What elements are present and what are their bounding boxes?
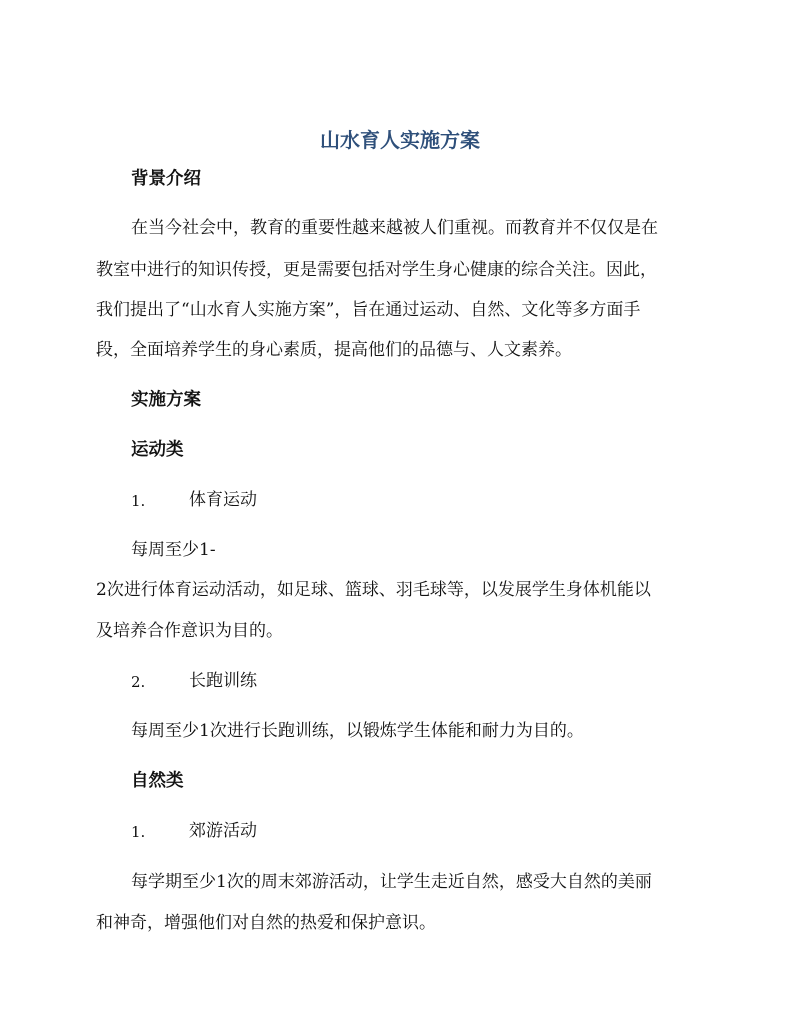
heading-sports: 运动类	[131, 440, 184, 460]
paragraph-line: 每周至少1-	[131, 540, 216, 560]
paragraph-line: 教室中进行的知识传授，更是需要包括对学生身心健康的综合关注。因此，	[96, 260, 657, 280]
paragraph-line: 段，全面培养学生的身心素质，提高他们的品德与、人文素养。	[96, 340, 572, 360]
heading-nature: 自然类	[131, 771, 184, 791]
list-item-title: 体育运动	[189, 490, 257, 510]
paragraph-line: 我们提出了“山水育人实施方案”，旨在通过运动、自然、文化等多方面手	[96, 300, 641, 320]
paragraph-line: 和神奇，增强他们对自然的热爱和保护意识。	[96, 913, 436, 933]
list-item-title: 郊游活动	[189, 821, 257, 841]
document-title: 山水育人实施方案	[320, 128, 480, 152]
list-item-title: 长跑训练	[189, 671, 257, 691]
paragraph-line: 及培养合作意识为目的。	[96, 621, 283, 641]
paragraph-line: 每周至少1次进行长跑训练，以锻炼学生体能和耐力为目的。	[131, 721, 584, 741]
list-number: 2.	[131, 673, 146, 691]
list-number: 1.	[131, 492, 146, 510]
paragraph-line: 每学期至少1次的周末郊游活动，让学生走近自然，感受大自然的美丽	[131, 872, 652, 892]
heading-background: 背景介绍	[131, 169, 201, 189]
paragraph-line: 2次进行体育运动活动，如足球、篮球、羽毛球等，以发展学生身体机能以	[96, 580, 651, 600]
list-number: 1.	[131, 823, 146, 841]
heading-plan: 实施方案	[131, 390, 201, 410]
paragraph-line: 在当今社会中，教育的重要性越来越被人们重视。而教育并不仅仅是在	[131, 218, 658, 238]
